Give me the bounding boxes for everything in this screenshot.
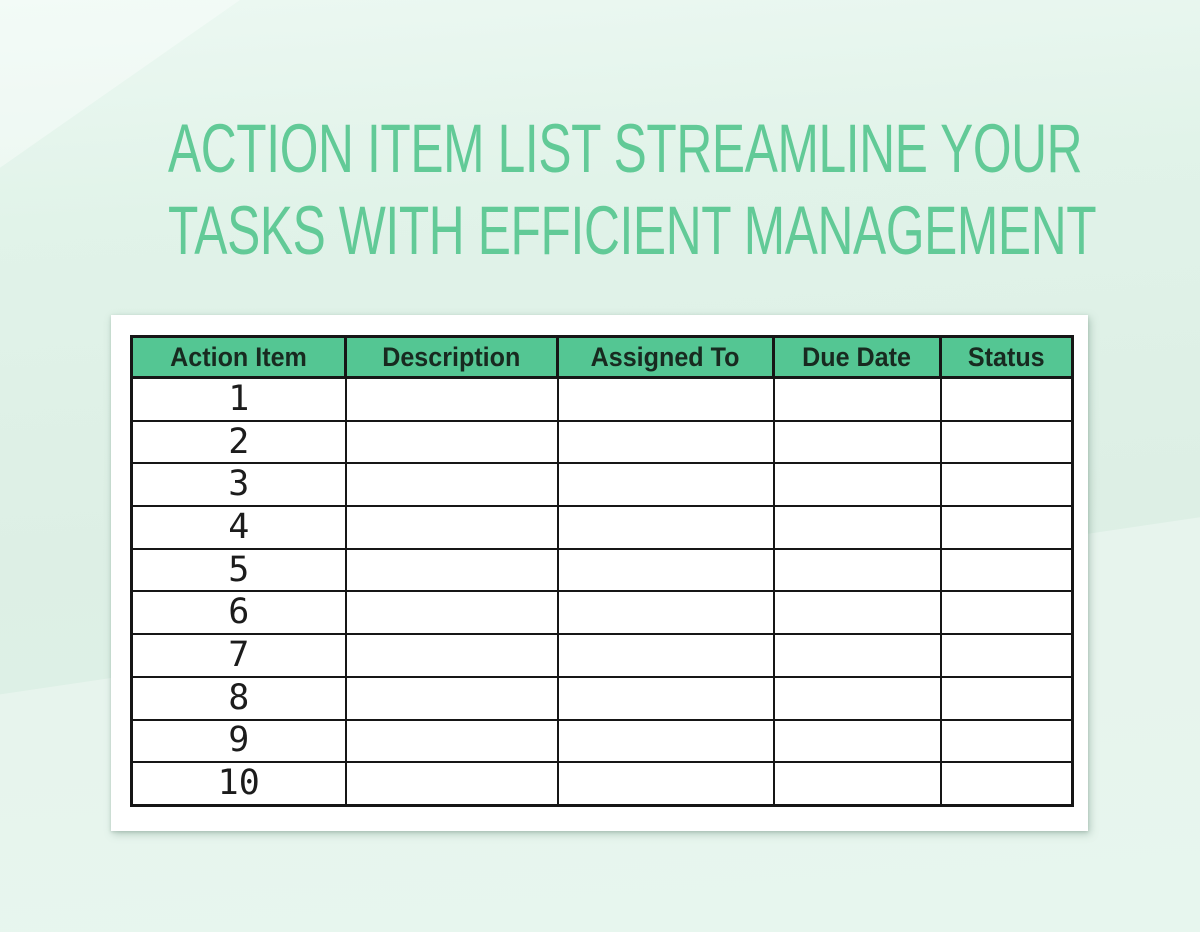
cell-description[interactable] [346, 378, 558, 421]
cell-assigned-to[interactable] [558, 421, 774, 464]
page-title [0, 108, 1200, 272]
cell-action-item[interactable]: 2 [132, 421, 346, 464]
cell-assigned-to[interactable] [558, 378, 774, 421]
column-header-action-item: Action Item [132, 337, 346, 378]
cell-description[interactable] [346, 506, 558, 549]
cell-description[interactable] [346, 549, 558, 592]
cell-description[interactable] [346, 421, 558, 464]
column-header-assigned-to: Assigned To [558, 337, 774, 378]
cell-action-item[interactable]: 5 [132, 549, 346, 592]
cell-due-date[interactable] [774, 463, 941, 506]
cell-action-item[interactable]: 7 [132, 634, 346, 677]
cell-due-date[interactable] [774, 762, 941, 805]
table-row [132, 591, 1073, 634]
cell-status[interactable] [941, 634, 1073, 677]
cell-assigned-to[interactable] [558, 506, 774, 549]
cell-status[interactable] [941, 762, 1073, 805]
cell-due-date[interactable] [774, 549, 941, 592]
cell-status[interactable] [941, 421, 1073, 464]
action-item-table [130, 335, 1074, 807]
cell-description[interactable] [346, 762, 558, 805]
cell-status[interactable] [941, 378, 1073, 421]
cell-due-date[interactable] [774, 677, 941, 720]
cell-assigned-to[interactable] [558, 677, 774, 720]
cell-description[interactable] [346, 463, 558, 506]
table-row [132, 720, 1073, 763]
table-body [132, 378, 1073, 806]
cell-due-date[interactable] [774, 506, 941, 549]
cell-action-item[interactable]: 6 [132, 591, 346, 634]
table-row [132, 549, 1073, 592]
cell-assigned-to[interactable] [558, 720, 774, 763]
cell-description[interactable] [346, 591, 558, 634]
cell-due-date[interactable] [774, 421, 941, 464]
cell-action-item[interactable]: 3 [132, 463, 346, 506]
cell-due-date[interactable] [774, 720, 941, 763]
table-row [132, 378, 1073, 421]
cell-due-date[interactable] [774, 591, 941, 634]
cell-action-item[interactable]: 9 [132, 720, 346, 763]
page-title-line-1: ACTION ITEM LIST STREAMLINE YOUR [167, 110, 1083, 187]
column-header-description: Description [346, 337, 558, 378]
cell-description[interactable] [346, 677, 558, 720]
cell-action-item[interactable]: 10 [132, 762, 346, 805]
cell-assigned-to[interactable] [558, 762, 774, 805]
table-row [132, 421, 1073, 464]
cell-status[interactable] [941, 591, 1073, 634]
cell-description[interactable] [346, 720, 558, 763]
cell-assigned-to[interactable] [558, 634, 774, 677]
table-row [132, 634, 1073, 677]
table-row [132, 463, 1073, 506]
cell-action-item[interactable]: 8 [132, 677, 346, 720]
cell-status[interactable] [941, 720, 1073, 763]
cell-due-date[interactable] [774, 634, 941, 677]
cell-status[interactable] [941, 549, 1073, 592]
cell-description[interactable] [346, 634, 558, 677]
cell-assigned-to[interactable] [558, 463, 774, 506]
table-row [132, 506, 1073, 549]
cell-assigned-to[interactable] [558, 591, 774, 634]
table-row [132, 677, 1073, 720]
column-header-status: Status [941, 337, 1073, 378]
cell-action-item[interactable]: 1 [132, 378, 346, 421]
column-header-due-date: Due Date [774, 337, 941, 378]
cell-assigned-to[interactable] [558, 549, 774, 592]
table-row [132, 762, 1073, 805]
cell-status[interactable] [941, 463, 1073, 506]
cell-status[interactable] [941, 506, 1073, 549]
cell-due-date[interactable] [774, 378, 941, 421]
page-title-line-2: TASKS WITH EFFICIENT MANAGEMENT [167, 192, 1097, 269]
cell-action-item[interactable]: 4 [132, 506, 346, 549]
table-header-row [132, 337, 1073, 378]
template-card [111, 315, 1088, 831]
cell-status[interactable] [941, 677, 1073, 720]
